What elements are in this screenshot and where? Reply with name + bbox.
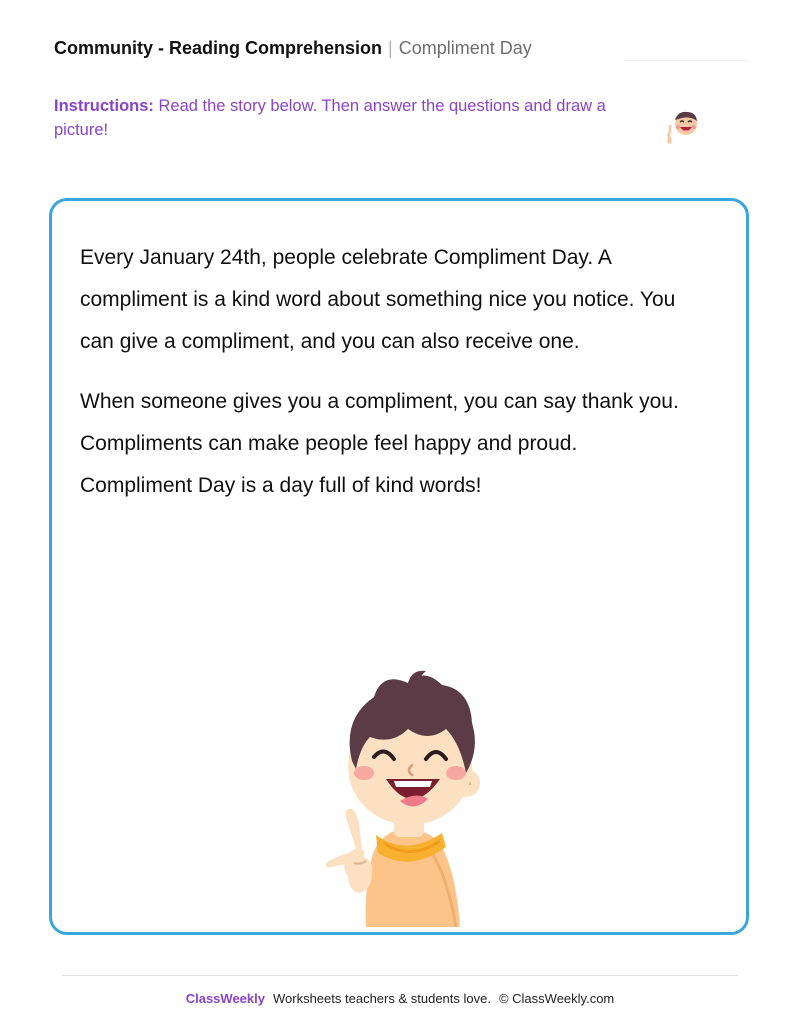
worksheet-subject: Community - Reading Comprehension bbox=[54, 38, 383, 58]
footer-brand: ClassWeekly bbox=[185, 991, 265, 1006]
worksheet-topic: Compliment Day bbox=[398, 38, 532, 58]
header-divider bbox=[624, 60, 748, 61]
footer bbox=[0, 991, 800, 1007]
story-paragraph: When someone gives you a compliment, you can say thank you. Compliments can make people feel happy and proud. Compliment Day is a day full of kind words! bbox=[80, 390, 679, 497]
story-paragraph: Every January 24th, people celebrate Compliment Day. A compliment is a kind word about something nice you notice. You can give a compliment, and you can also receive one. bbox=[80, 246, 676, 353]
worksheet-header bbox=[54, 37, 532, 59]
story-text bbox=[80, 237, 680, 525]
instructions-label: Instructions: bbox=[54, 97, 154, 115]
story-box bbox=[49, 198, 749, 935]
title-separator: | bbox=[388, 38, 393, 58]
laughing-boy-pointing-icon bbox=[660, 108, 708, 148]
footer-tagline: Worksheets teachers & students love. bbox=[272, 991, 491, 1006]
instructions bbox=[54, 94, 614, 142]
instructions-text: Read the story below. Then answer the questions and draw a picture! bbox=[54, 97, 606, 139]
footer-copyright: © ClassWeekly.com bbox=[498, 991, 615, 1006]
footer-divider bbox=[62, 975, 738, 976]
laughing-boy-pointing-illustration bbox=[300, 657, 500, 927]
